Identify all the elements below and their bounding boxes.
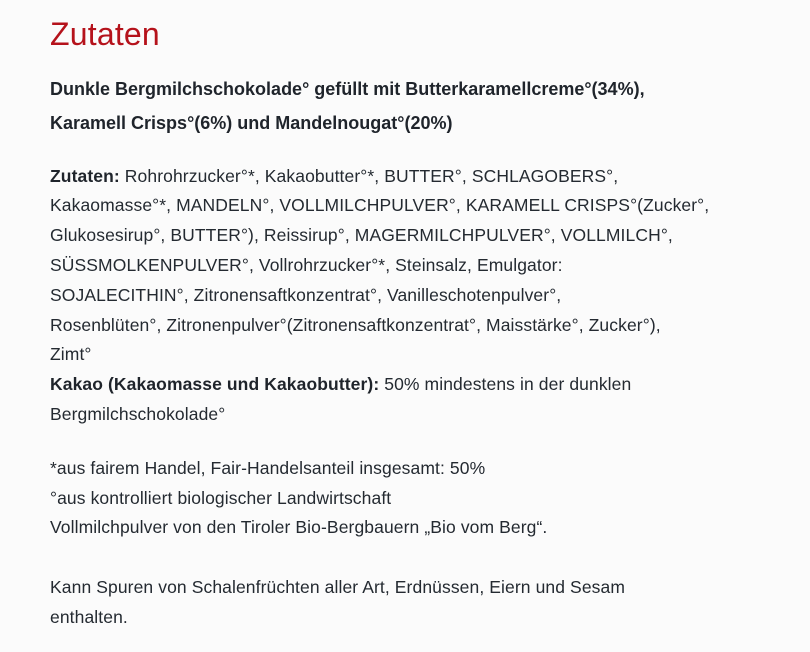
ingredients-paragraph bbox=[50, 162, 755, 430]
cocoa-label: Kakao (Kakaomasse und Kakaobutter): bbox=[50, 374, 380, 395]
cocoa-content: 50% mindestens in der dunklen Bergmilchschokolade° bbox=[50, 374, 632, 424]
ingredients-list: Rohrohrzucker°*, Kakaobutter°*, BUTTER°, SCHLAGOBERS°, Kakaomasse°*, MANDELN°, VOLLMILCHPULVER°, KARAMELL CRISPS°(Zucker°, Glukosesirup°, BUTTER°), Reissirup°, MAGERMILCHPULVER°, VOLLMILCH°, SÜSSMOLKENPULVER°, Vollrohrzucker°*, Steinsalz, Emulgator: SOJALECITHIN°, Zitronensaftkonzentrat°, Vanilleschotenpulver°, Rosenblüten°, Zitronenpulver°(Zitronensaftkonzentrat°, Maisstärke°, Zucker°), Zimt° bbox=[50, 165, 710, 365]
origin-notes: *aus fairem Handel, Fair-Handelsanteil insgesamt: 50% °aus kontrolliert biologischer Landwirtschaft Vollmilchpulver von den Tiroler Bio-Bergbauern „Bio vom Berg“. bbox=[50, 457, 548, 538]
product-description: Dunkle Bergmilchschokolade° gefüllt mit Butterkaramellcreme°(34%), Karamell Crisps°(6%) und Mandelnougat°(20%) bbox=[50, 78, 645, 133]
section-title: Zutaten bbox=[50, 16, 160, 52]
ingredients-label: Zutaten: bbox=[50, 165, 120, 186]
allergen-note: Kann Spuren von Schalenfrüchten aller Art, Erdnüssen, Eiern und Sesam enthalten. bbox=[50, 577, 626, 627]
